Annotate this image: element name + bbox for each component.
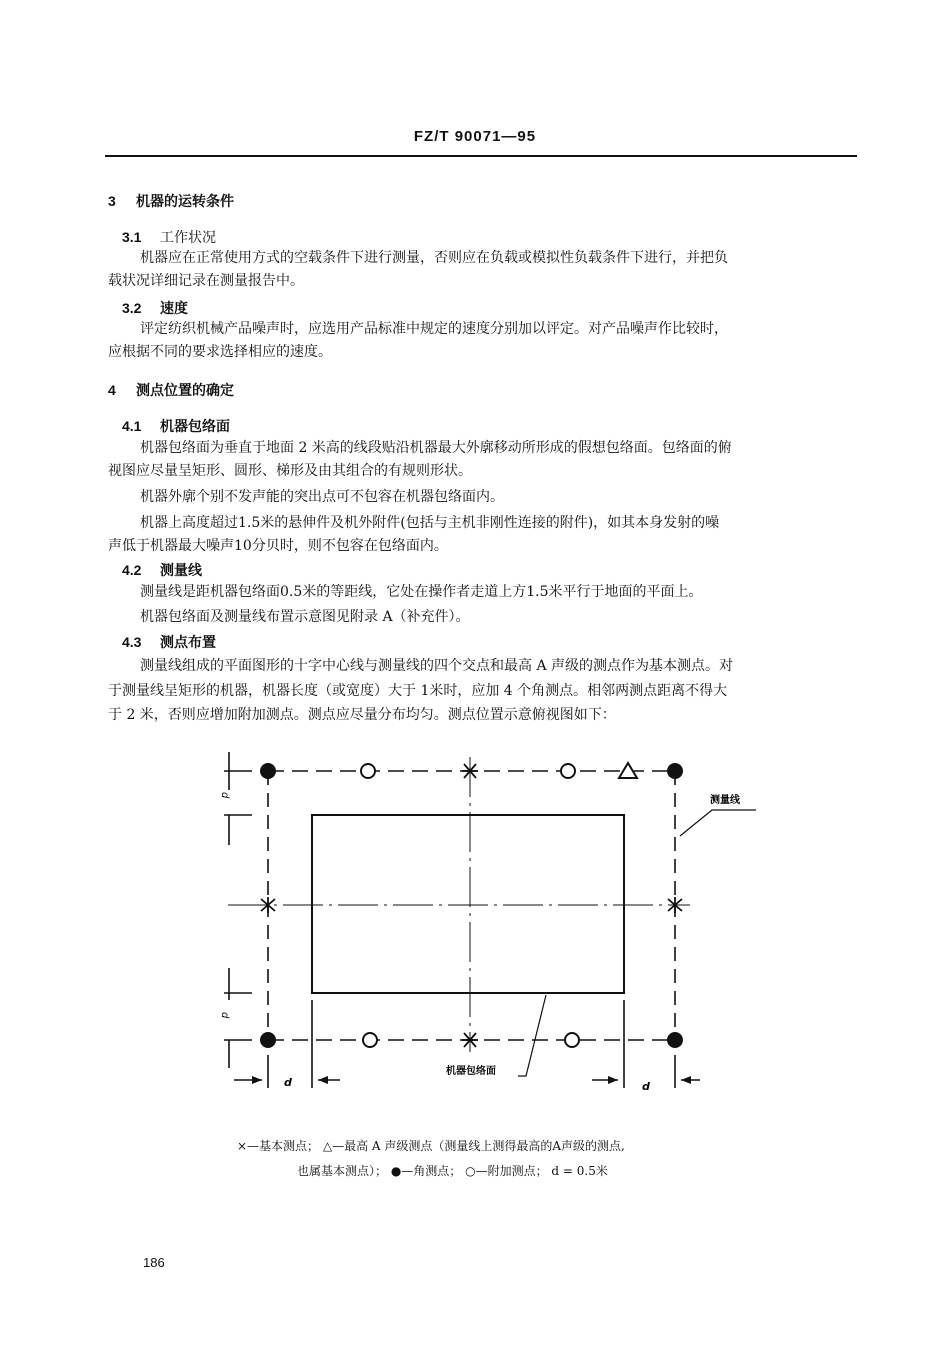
paragraph-3-1-line-1: 机器应在正常使用方式的空载条件下进行测量，否则应在负载或模拟性负载条件下进行，并把负	[140, 250, 728, 266]
section-number: 4	[108, 382, 116, 398]
paragraph-4-3-line-3: 于 2 米，否则应增加附加测点。测点应尽量分布均匀。测点位置示意俯视图如下：	[108, 707, 616, 723]
document-header: FZ/T 90071—95	[413, 128, 537, 145]
d-label-left-bottom: d	[219, 1012, 230, 1019]
measure-line-label: 测量线	[710, 795, 740, 806]
corner-point	[667, 763, 683, 779]
arrowhead	[681, 1076, 691, 1084]
paragraph-3-2-line-2: 应根据不同的要求选择相应的速度。	[108, 344, 332, 360]
additional-point	[565, 1033, 579, 1047]
paragraph-4-1-line-1: 机器包络面为垂直于地面 2 米高的线段贴沿机器最大外廓移动所形成的假想包络面。包络面的俯	[140, 440, 732, 456]
arrowhead	[252, 1076, 262, 1084]
corner-point	[260, 1032, 276, 1048]
paragraph-4-2-line-1: 测量线是距机器包络面0.5米的等距线，它处在操作者走道上方1.5米平行于地面的平面上。	[140, 584, 703, 600]
paragraph-4-1-line-4: 机器上高度超过1.5米的悬伸件及机外附件(包括与主机非刚性连接的附件)，如其本身发射的噪	[140, 515, 720, 531]
figure-caption-line-2: 也属基本测点）； ●—角测点； ○—附加测点； d = 0.5米	[297, 1164, 608, 1178]
section-title: 测点布置	[160, 635, 216, 651]
additional-point	[363, 1033, 377, 1047]
corner-point	[260, 763, 276, 779]
machine-envelope-rect	[312, 815, 624, 993]
d-label-bottom-left: d	[284, 1076, 292, 1089]
section-title: 测量线	[160, 563, 202, 579]
paragraph-4-3-line-1: 测量线组成的平面图形的十字中心线与测量线的四个交点和最高 A 声级的测点作为基本测点。对	[140, 658, 734, 674]
additional-point	[361, 764, 375, 778]
section-number: 3.2	[122, 300, 142, 316]
paragraph-3-1-line-2: 载状况详细记录在测量报告中。	[108, 273, 304, 289]
page-number: 186	[143, 1255, 165, 1270]
section-title: 速度	[160, 301, 188, 317]
paragraph-4-1-line-5: 声低于机器最大噪声10分贝时，则不包容在包络面内。	[108, 538, 448, 554]
paragraph-4-1-line-2: 视图应尽量呈矩形、圆形、梯形及由其组合的有规则形状。	[108, 463, 472, 479]
section-number: 3	[108, 193, 116, 209]
section-number: 4.2	[122, 562, 142, 578]
d-label-left-top: d	[219, 792, 230, 799]
additional-point	[561, 764, 575, 778]
paragraph-4-2-line-2: 机器包络面及测量线布置示意图见附录 A（补充件）。	[140, 609, 470, 625]
section-title: 工作状况	[160, 230, 216, 246]
envelope-label: 机器包络面	[446, 1066, 496, 1077]
paragraph-3-2-line-1: 评定纺织机械产品噪声时，应选用产品标准中规定的速度分别加以评定。对产品噪声作比较时，	[140, 321, 728, 337]
d-label-bottom-right: d	[642, 1080, 650, 1093]
envelope-leader	[518, 995, 546, 1076]
section-number: 4.1	[122, 418, 142, 434]
paragraph-4-1-line-3: 机器外廓个别不发声能的突出点可不包容在机器包络面内。	[140, 489, 504, 505]
paragraph-4-3-line-2: 于测量线呈矩形的机器，机器长度（或宽度）大于 1米时，应加 4 个角测点。相邻两测点距离不得大	[108, 683, 728, 699]
section-title: 测点位置的确定	[136, 383, 234, 399]
arrowhead	[318, 1076, 328, 1084]
section-title: 机器包络面	[160, 419, 230, 435]
figure-caption-line-1: ×—基本测点； △—最高 A 声级测点（测量线上测得最高的A声级的测点,	[237, 1139, 625, 1153]
corner-point	[667, 1032, 683, 1048]
section-number: 3.1	[122, 229, 142, 245]
measure-line-leader	[680, 810, 756, 836]
section-number: 4.3	[122, 634, 142, 650]
section-title: 机器的运转条件	[136, 194, 234, 210]
arrowhead	[608, 1076, 618, 1084]
